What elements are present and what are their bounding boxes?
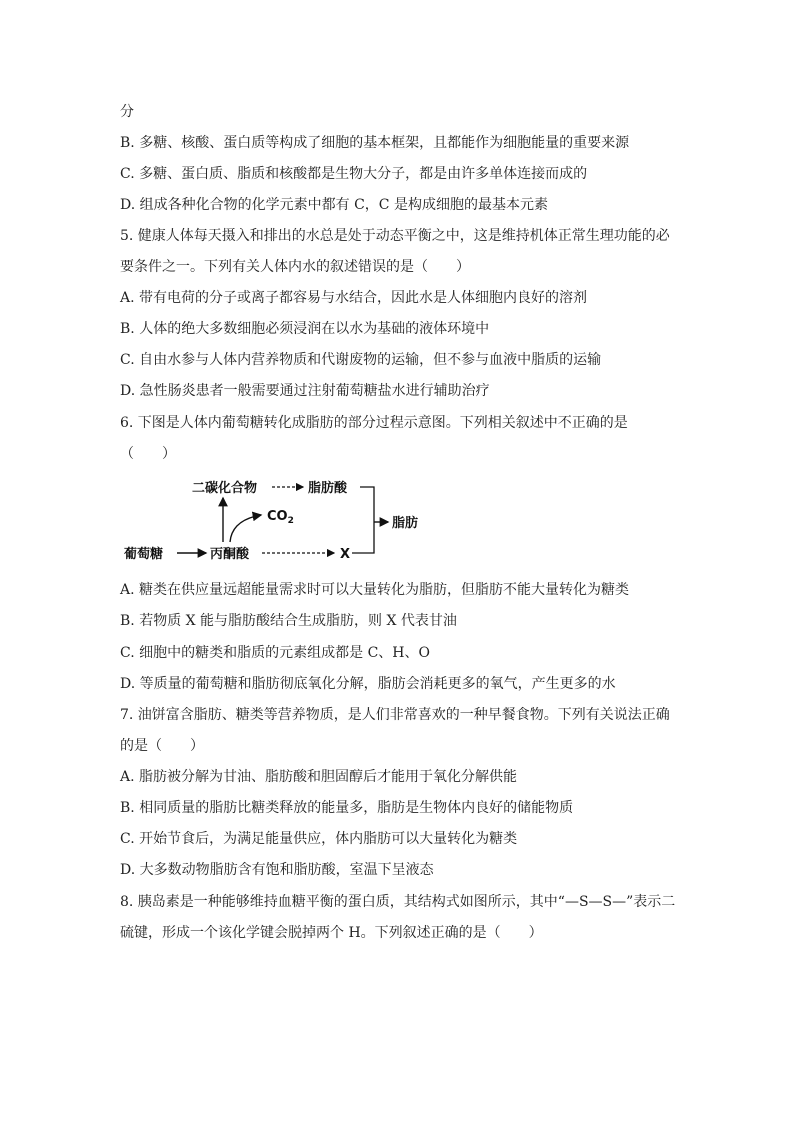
question-8-stem-line-1: 8. 胰岛素是一种能够维持血糖平衡的蛋白质，其结构式如图所示，其中“—S—S—”表示二	[120, 894, 676, 910]
glucose-label: 葡萄糖	[124, 547, 164, 562]
curved-arrow-co2-release	[230, 515, 261, 542]
question-6-stem-line-2: （ ）	[120, 446, 176, 462]
co2-label: $CO_2$	[267, 509, 294, 526]
question-4-option-c: C. 多糖、蛋白质、脂质和核酸都是生物大分子，都是由许多单体连接而成的	[120, 166, 588, 182]
two-carbon-compound-label: 二碳化合物	[192, 481, 258, 496]
question-6-option-d: D. 等质量的葡萄糖和脂肪彻底氧化分解，脂肪会消耗更多的氧气，产生更多的水	[120, 676, 616, 692]
question-7-stem-line-1: 7. 油饼富含脂肪、糖类等营养物质，是人们非常喜欢的一种早餐食物。下列有关说法正确	[120, 707, 670, 723]
fat-label: 脂肪	[392, 516, 419, 531]
question-6-option-a: A. 糖类在供应量远超能量需求时可以大量转化为脂肪，但脂肪不能大量转化为糖类	[120, 582, 630, 598]
x-label: X	[340, 547, 351, 562]
question-5-option-b: B. 人体的绝大多数细胞必须浸润在以水为基础的液体环境中	[120, 321, 490, 337]
question-4-option-b: B. 多糖、核酸、蛋白质等构成了细胞的基本框架，且都能作为细胞能量的重要来源	[120, 135, 630, 151]
question-6-option-b: B. 若物质 X 能与脂肪酸结合生成脂肪，则 X 代表甘油	[120, 613, 457, 629]
question-5-option-d: D. 急性肠炎患者一般需要通过注射葡萄糖盐水进行辅助治疗	[120, 383, 490, 399]
question-7-option-a: A. 脂肪被分解为甘油、脂肪酸和胆固醇后才能用于氧化分解供能	[120, 769, 518, 785]
glucose-to-fat-diagram	[120, 474, 420, 574]
question-5-option-a: A. 带有电荷的分子或离子都容易与水结合，因此水是人体细胞内良好的溶剂	[120, 290, 588, 306]
question-7-option-c: C. 开始节食后，为满足能量供应，体内脂肪可以大量转化为糖类	[120, 831, 518, 847]
question-5-option-c: C. 自由水参与人体内营养物质和代谢废物的运输，但不参与血液中脂质的运输	[120, 352, 602, 368]
question-7-stem-line-2: 的是（ ）	[120, 738, 204, 754]
question-8-stem-line-2: 硫键，形成一个该化学键会脱掉两个 H。下列叙述正确的是（ ）	[120, 925, 543, 941]
merge-bracket	[352, 487, 374, 553]
question-6-option-c: C. 细胞中的糖类和脂质的元素组成都是 C、H、O	[120, 645, 430, 661]
question-6-stem-line-1: 6. 下图是人体内葡萄糖转化成脂肪的部分过程示意图。下列相关叙述中不正确的是	[120, 415, 628, 431]
fatty-acid-label: 脂肪酸	[308, 481, 348, 496]
question-5-stem-line-2: 要条件之一。下列有关人体内水的叙述错误的是（ ）	[120, 259, 470, 275]
question-5-stem-line-1: 5. 健康人体每天摄入和排出的水总是处于动态平衡之中，这是维持机体正常生理功能的必	[120, 228, 670, 244]
pyruvate-label: 丙酮酸	[210, 547, 250, 562]
question-4-option-d: D. 组成各种化合物的化学元素中都有 C，C 是构成细胞的最基本元素	[120, 197, 548, 213]
question-7-option-b: B. 相同质量的脂肪比糖类释放的能量多，脂肪是生物体内良好的储能物质	[120, 800, 574, 816]
text-line: 分	[120, 104, 134, 120]
question-7-option-d: D. 大多数动物脂肪含有饱和脂肪酸，室温下呈液态	[120, 862, 434, 878]
